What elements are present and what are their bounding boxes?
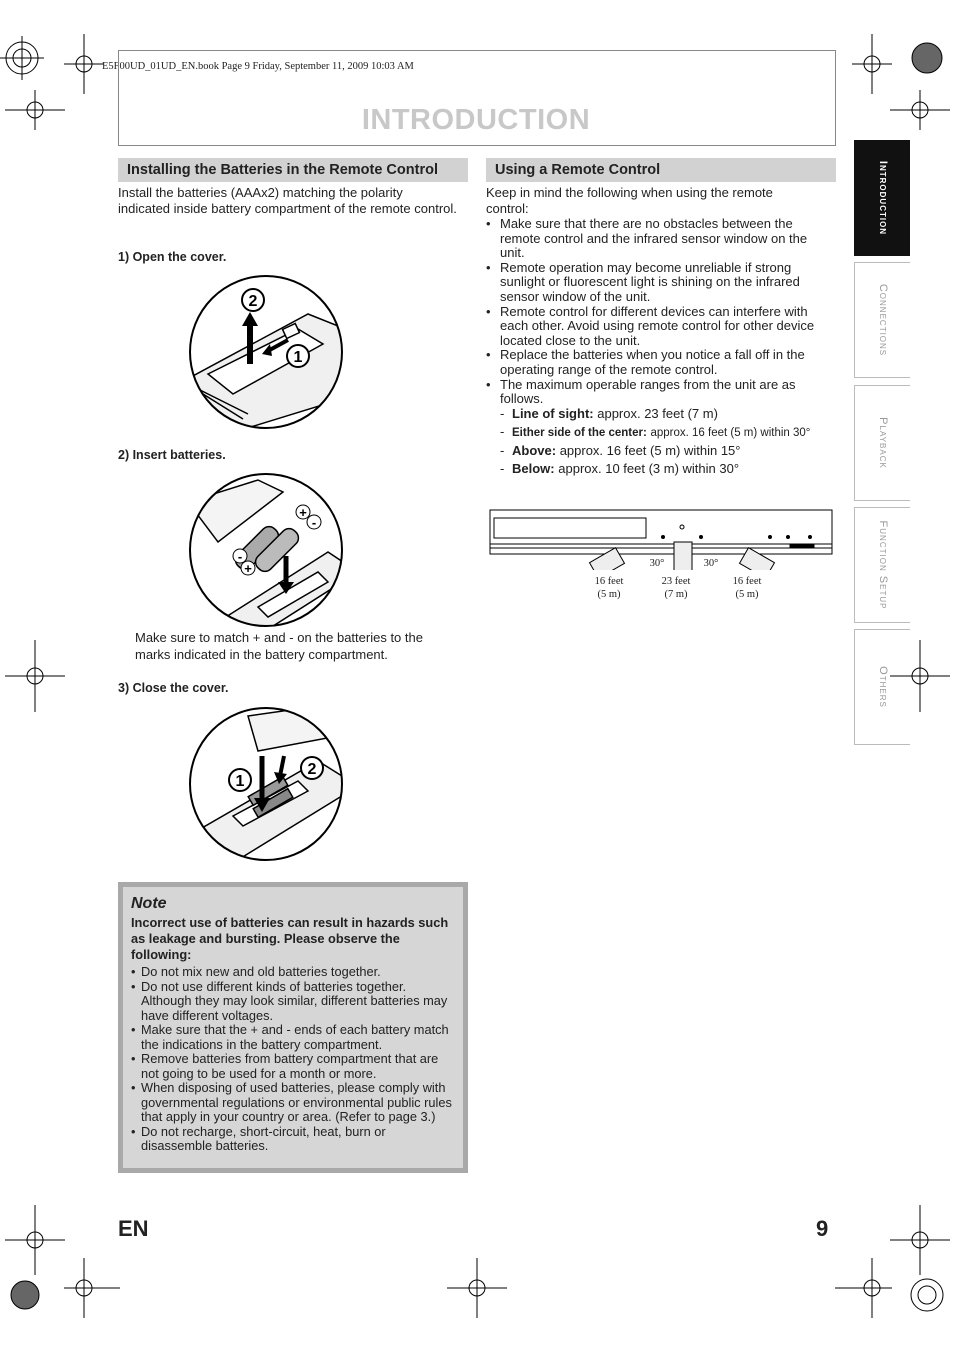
angle-right-label: 30° bbox=[703, 558, 719, 569]
page-title: INTRODUCTION bbox=[361, 104, 591, 136]
svg-text:-: - bbox=[237, 549, 243, 564]
note-item: • Do not use different kinds of batteries together. Although they may look similar, different batteries may have different voltages. bbox=[131, 980, 455, 1024]
tab-playback[interactable]: Playback bbox=[854, 385, 910, 501]
svg-text:2: 2 bbox=[307, 761, 317, 778]
remote-tip: • Make sure that there are no obstacles between the remote control and the infrared sensor window on the unit. bbox=[486, 217, 834, 261]
tab-introduction[interactable]: Introduction bbox=[854, 140, 910, 256]
remote-tip: • Remote operation may become unreliable if strong sunlight or fluorescent light is shining on the infrared sensor window of the unit. bbox=[486, 261, 834, 305]
note-list bbox=[131, 965, 455, 1154]
range-list bbox=[500, 405, 840, 477]
note-warning: Incorrect use of batteries can result in hazards such as leakage and bursting. Please observe the following: bbox=[131, 915, 449, 962]
remote-intro: Keep in mind the following when using the remote control: bbox=[486, 185, 773, 216]
svg-text:+: + bbox=[244, 561, 252, 576]
open-cover-illustration bbox=[188, 274, 348, 434]
page-number: 9 bbox=[816, 1216, 829, 1241]
note-title: Note bbox=[131, 895, 167, 912]
remote-tip: • Replace the batteries when you notice a fall off in the operating range of the remote control. bbox=[486, 348, 834, 377]
range-line-of-sight: - Line of sight: approx. 23 feet (7 m) bbox=[500, 405, 840, 423]
svg-text:-: - bbox=[311, 515, 317, 530]
range-below: - Below: approx. 10 feet (3 m) within 30° bbox=[500, 460, 840, 478]
step-open-cover: 1) Open the cover. bbox=[118, 250, 227, 264]
note-item: • Do not mix new and old batteries together. bbox=[131, 965, 455, 980]
note-item: • When disposing of used batteries, please comply with governmental regulations or environmental public rules that apply in your country or area. (Refer to page 3.) bbox=[131, 1081, 455, 1125]
insert-caption: Make sure to match + and - on the batteries to the marks indicated in the battery compartment. bbox=[135, 630, 423, 662]
tab-connections[interactable]: Connections bbox=[854, 262, 910, 378]
battery-section-heading: Installing the Batteries in the Remote Control bbox=[118, 158, 468, 182]
print-info-line: E5F00UD_01UD_EN.book Page 9 Friday, September 11, 2009 10:03 AM bbox=[102, 61, 414, 72]
angle-left-label: 30° bbox=[649, 558, 665, 569]
right-range-label: 16 feet (5 m) bbox=[732, 576, 762, 600]
svg-text:1: 1 bbox=[235, 773, 245, 790]
range-above: - Above: approx. 16 feet (5 m) within 15° bbox=[500, 442, 840, 460]
note-item: • Make sure that the + and - ends of each battery match the indications in the battery compartment. bbox=[131, 1023, 455, 1052]
remote-section-heading: Using a Remote Control bbox=[486, 158, 836, 182]
battery-intro: Install the batteries (AAAx2) matching the polarity indicated inside battery compartment of the remote control. bbox=[118, 185, 457, 216]
language-code: EN bbox=[118, 1216, 149, 1241]
remote-tip: • Remote control for different devices can interfere with each other. Avoid using remote control for other device located close to the unit. bbox=[486, 305, 834, 349]
tab-function-setup[interactable]: Function Setup bbox=[854, 507, 910, 623]
close-cover-illustration bbox=[188, 706, 348, 866]
svg-text:1: 1 bbox=[293, 349, 303, 366]
range-either-side: - Either side of the center: approx. 16 feet (5 m) within 30° bbox=[500, 423, 840, 443]
note-item: • Remove batteries from battery compartment that are not going to be used for a month or more. bbox=[131, 1052, 455, 1081]
remote-tips-list bbox=[486, 217, 834, 407]
tab-others[interactable]: Others bbox=[854, 629, 910, 745]
insert-batteries-illustration bbox=[188, 472, 348, 632]
step-close-cover: 3) Close the cover. bbox=[118, 681, 229, 695]
note-item: • Do not recharge, short-circuit, heat, burn or disassemble batteries. bbox=[131, 1125, 455, 1154]
svg-text:+: + bbox=[299, 505, 307, 520]
remote-tip: • The maximum operable ranges from the unit are as follows. bbox=[486, 378, 834, 407]
step-insert-batteries: 2) Insert batteries. bbox=[118, 448, 226, 462]
center-range-label: 23 feet (7 m) bbox=[661, 576, 691, 600]
note-box bbox=[118, 882, 468, 1173]
svg-text:2: 2 bbox=[248, 293, 258, 310]
left-range-label: 16 feet (5 m) bbox=[594, 576, 624, 600]
